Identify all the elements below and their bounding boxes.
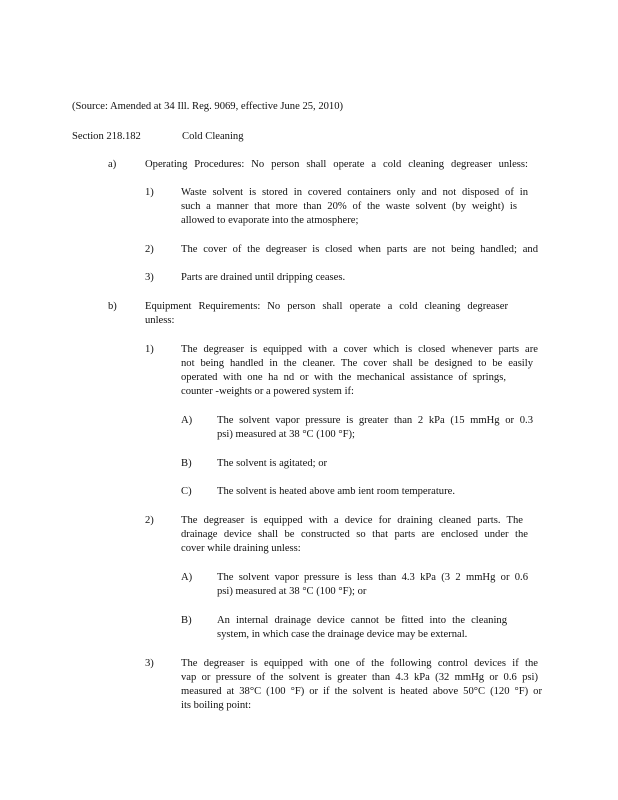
b-item-2-line-3: cover while draining unless: — [181, 543, 301, 554]
a-item-2-label: 2) — [145, 244, 154, 255]
b2-sub-b-line-1: An internal drainage device cannot be fitted into the cleaning — [217, 615, 507, 626]
b-item-1-label: 1) — [145, 344, 154, 355]
b1-sub-a-line-2: psi) measured at 38 °C (100 °F); — [217, 429, 355, 440]
b-item-3-line-3: measured at 38°C (100 °F) or if the solvent is heated above 50°C (120 °F) or — [181, 686, 542, 697]
b-item-2-label: 2) — [145, 515, 154, 526]
a-item-3-label: 3) — [145, 272, 154, 283]
b2-sub-a-line-1: The solvent vapor pressure is less than 4.3 kPa (3 2 mmHg or 0.6 — [217, 572, 528, 583]
subsection-b-line-2: unless: — [145, 315, 175, 326]
b-item-1-line-1: The degreaser is equipped with a cover which is closed whenever parts are — [181, 344, 538, 355]
b1-sub-c-label: C) — [181, 486, 192, 497]
b2-sub-b-line-2: system, in which case the drainage device may be external. — [217, 629, 468, 640]
a-item-1-line-2: such a manner that more than 20% of the waste solvent (by weight) is — [181, 201, 517, 212]
a-item-1-line-3: allowed to evaporate into the atmosphere; — [181, 215, 359, 226]
source-note: (Source: Amended at 34 Ill. Reg. 9069, effective June 25, 2010) — [72, 101, 344, 112]
b-item-1-line-2: not being handled in the cleaner. The cover shall be designed to be easily — [181, 358, 533, 369]
b-item-3-line-2: vap or pressure of the solvent is greater than 4.3 kPa (32 mmHg or 0.6 psi) — [181, 672, 538, 683]
b-item-2-line-2: drainage device shall be constructed so that parts are enclosed under the — [181, 529, 528, 540]
b-item-2-line-1: The degreaser is equipped with a device for draining cleaned parts. The — [181, 515, 523, 526]
b1-sub-b-line-1: The solvent is agitated; or — [217, 458, 328, 469]
a-item-1-label: 1) — [145, 187, 154, 198]
b1-sub-a-label: A) — [181, 415, 193, 426]
a-item-2-line-1: The cover of the degreaser is closed when parts are not being handled; and — [181, 244, 538, 255]
b1-sub-a-line-1: The solvent vapor pressure is greater than 2 kPa (15 mmHg or 0.3 — [217, 415, 533, 426]
subsection-a-text: Operating Procedures: No person shall operate a cold cleaning degreaser unless: — [145, 159, 528, 170]
b2-sub-a-line-2: psi) measured at 38 °C (100 °F); or — [217, 586, 367, 597]
section-title: Cold Cleaning — [182, 131, 244, 142]
section-number: Section 218.182 — [72, 131, 141, 142]
b-item-1-line-3: operated with one ha nd or with the mechanical assistance of springs, — [181, 372, 506, 383]
b1-sub-b-label: B) — [181, 458, 192, 469]
b-item-3-label: 3) — [145, 658, 154, 669]
b-item-1-line-4: counter -weights or a powered system if: — [181, 386, 354, 397]
b1-sub-c-line-1: The solvent is heated above amb ient room temperature. — [217, 486, 455, 497]
subsection-b-label: b) — [108, 301, 117, 312]
b-item-3-line-1: The degreaser is equipped with one of the following control devices if the — [181, 658, 538, 669]
a-item-1-line-1: Waste solvent is stored in covered containers only and not disposed of in — [181, 187, 528, 198]
b2-sub-b-label: B) — [181, 615, 192, 626]
subsection-a-label: a) — [108, 159, 117, 170]
a-item-3-line-1: Parts are drained until dripping ceases. — [181, 272, 346, 283]
b-item-3-line-4: its boiling point: — [181, 700, 252, 711]
subsection-b-line-1: Equipment Requirements: No person shall operate a cold cleaning degreaser — [145, 301, 508, 312]
b2-sub-a-label: A) — [181, 572, 193, 583]
